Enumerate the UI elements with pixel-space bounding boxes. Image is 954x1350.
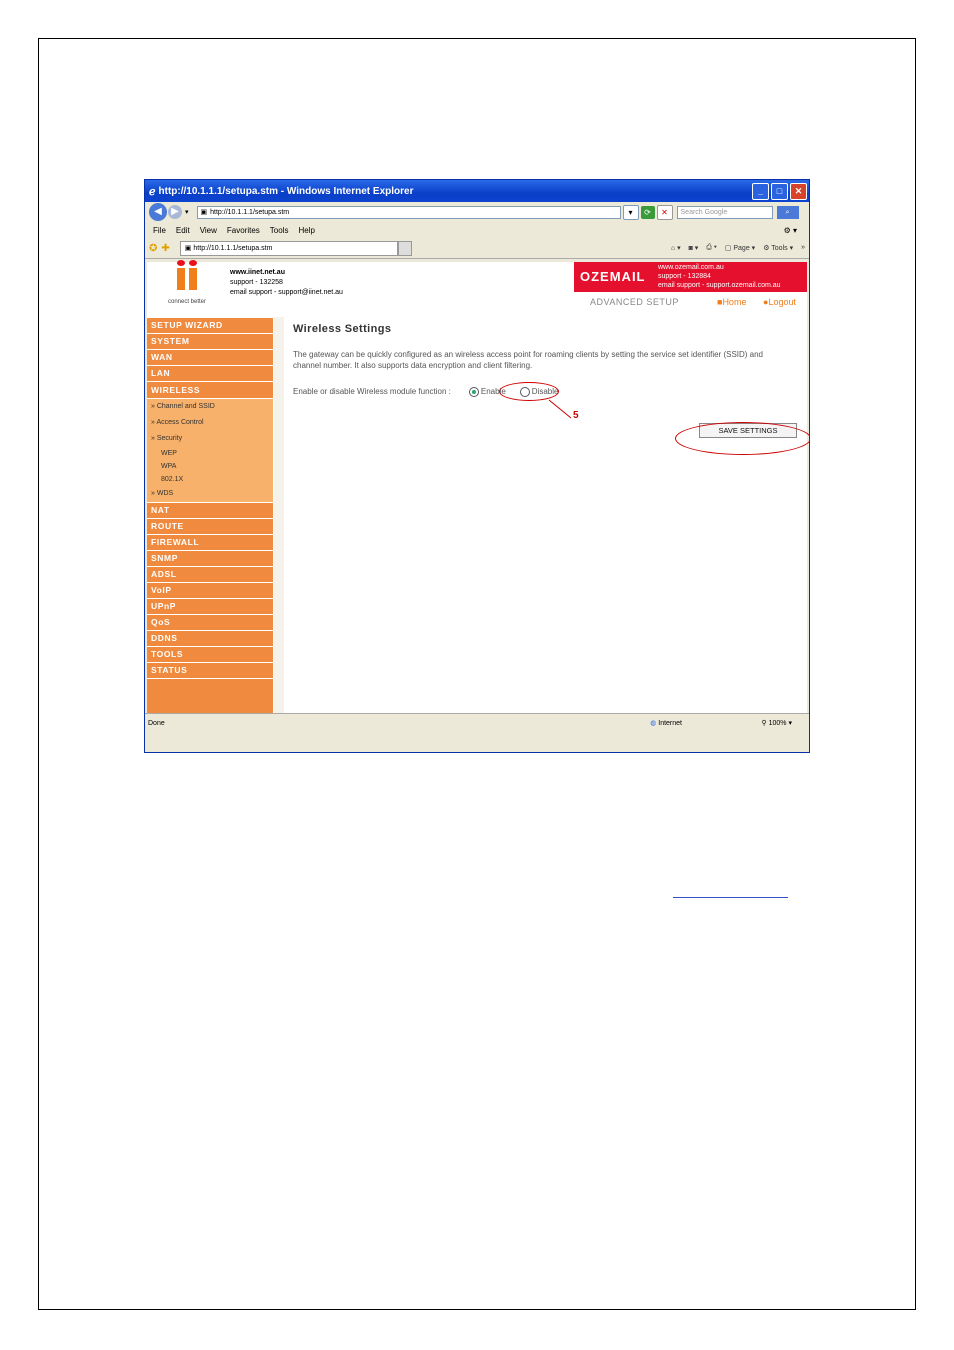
sidebar-item-access-control[interactable]: » Access Control (147, 415, 273, 431)
sidebar-item-status[interactable]: STATUS (147, 663, 273, 679)
ozemail-brand: OZEMAIL (580, 269, 646, 284)
ozemail-info: www.ozemail.com.au support - 132884 email support - support.ozemail.com.au (658, 264, 781, 289)
address-bar-row (145, 202, 809, 222)
page-menu[interactable]: ▢ Page ▾ (724, 245, 756, 252)
enable-radio[interactable] (469, 387, 479, 397)
sidebar-item-adsl[interactable]: ADSL (147, 567, 273, 583)
forward-button[interactable]: ▶ (168, 205, 182, 219)
internet-zone: ◍ Internet (650, 720, 682, 727)
logo-tagline: connect better (167, 299, 207, 305)
step-number: 5 (573, 410, 579, 421)
back-button[interactable]: ◀ (149, 203, 167, 221)
ie-icon: ℯ (149, 185, 156, 198)
menu-favorites[interactable]: Favorites (226, 225, 260, 235)
favorites-star-icon[interactable]: ✪ (149, 242, 158, 254)
feeds-icon[interactable]: ◙ ▾ (688, 245, 699, 252)
blue-underline-rule (673, 897, 788, 898)
sidebar-item-lan[interactable]: LAN (147, 366, 273, 382)
translate-icon[interactable]: ⚙ ▾ (783, 225, 797, 235)
sidebar-item-channel-ssid[interactable]: » Channel and SSID (147, 399, 273, 415)
sidebar-item-setup-wizard[interactable]: SETUP WIZARD (147, 317, 273, 334)
page-title: Wireless Settings (293, 323, 392, 335)
ozemail-banner (574, 262, 807, 292)
sidebar-item-upnp[interactable]: UPnP (147, 599, 273, 615)
home-icon[interactable]: ⌂ ▾ (670, 245, 681, 252)
menu-tools[interactable]: Tools (269, 225, 289, 235)
zoom-control[interactable]: ⚲ 100% ▾ (761, 720, 792, 727)
stop-icon[interactable]: ✕ (657, 205, 673, 220)
address-input[interactable]: ▣ http://10.1.1.1/setupa.stm (197, 206, 621, 219)
status-bar (145, 713, 810, 732)
logo-i-right (189, 268, 197, 290)
add-favorites-icon[interactable]: ✚ (161, 242, 170, 254)
sidebar-item-firewall[interactable]: FIREWALL (147, 535, 273, 551)
globe-icon: ◍ (650, 720, 657, 727)
contact-info (230, 268, 343, 298)
router-header (147, 262, 807, 320)
sidebar-item-voip[interactable]: VoIP (147, 583, 273, 599)
tools-menu[interactable]: ⚙ Tools ▾ (763, 245, 794, 252)
menu-bar (145, 222, 809, 238)
sidebar-item-wan[interactable]: WAN (147, 350, 273, 366)
contact-email: email support - support@iinet.net.au (230, 289, 343, 296)
sidebar (147, 317, 273, 732)
browser-window (144, 179, 810, 753)
disable-option[interactable]: Disable (520, 386, 559, 396)
page-description: The gateway can be quickly configured as an wireless access point for roaming clients by setting the service set identifier (SSID) and channel number. It also supports data encryption and client filtering. (293, 350, 764, 370)
sidebar-item-8021x[interactable]: 802.1X (147, 473, 273, 486)
sidebar-item-qos[interactable]: QoS (147, 615, 273, 631)
menu-file[interactable]: File (153, 225, 166, 235)
contact-web: www.iinet.net.au (230, 269, 285, 276)
sidebar-item-wep[interactable]: WEP (147, 447, 273, 460)
save-highlight-ellipse (675, 422, 810, 455)
sidebar-scrollbar[interactable] (274, 317, 284, 732)
sidebar-item-wds[interactable]: » WDS (147, 486, 273, 503)
history-dropdown-icon[interactable]: ▾ (185, 209, 189, 216)
search-input[interactable]: Search Google (677, 206, 773, 219)
menu-edit[interactable]: Edit (175, 225, 190, 235)
enable-option[interactable]: Enable (469, 386, 506, 396)
logout-dot-icon: ● (763, 297, 769, 307)
new-tab-button[interactable] (398, 241, 412, 256)
contact-support: support - 132258 (230, 279, 283, 286)
page-content (147, 262, 807, 732)
logout-link[interactable]: ●Logout (763, 297, 796, 307)
logo-i-left (177, 268, 185, 290)
overflow-icon[interactable]: » (801, 244, 805, 251)
page-icon: ▣ (200, 209, 208, 216)
menu-view[interactable]: View (199, 225, 217, 235)
address-dropdown-icon[interactable]: ▾ (623, 205, 639, 220)
sidebar-item-wpa[interactable]: WPA (147, 460, 273, 473)
iinet-logo (151, 264, 223, 310)
print-icon[interactable]: ⎙ ▾ (706, 244, 717, 251)
maximize-button[interactable]: □ (771, 183, 788, 200)
save-settings-button[interactable]: SAVE SETTINGS (699, 423, 797, 438)
tab-current[interactable]: ▣ http://10.1.1.1/setupa.stm (180, 241, 398, 256)
sidebar-item-wireless[interactable]: WIRELESS (147, 382, 273, 399)
sidebar-item-snmp[interactable]: SNMP (147, 551, 273, 567)
home-link[interactable]: ■Home (717, 297, 747, 307)
sidebar-item-route[interactable]: ROUTE (147, 519, 273, 535)
sidebar-item-tools[interactable]: TOOLS (147, 647, 273, 663)
close-button[interactable]: ✕ (790, 183, 807, 200)
advanced-setup-label: ADVANCED SETUP (590, 297, 679, 307)
refresh-icon[interactable]: ⟳ (641, 206, 655, 219)
title-bar (145, 180, 809, 202)
status-text: Done (148, 719, 165, 727)
minimize-button[interactable]: _ (752, 183, 769, 200)
sidebar-item-nat[interactable]: NAT (147, 503, 273, 519)
search-icon[interactable]: ⌕ (777, 206, 799, 219)
home-square-icon: ■ (717, 297, 723, 307)
zoom-icon: ⚲ (761, 720, 767, 727)
sidebar-item-security[interactable]: » Security (147, 431, 273, 447)
sidebar-item-ddns[interactable]: DDNS (147, 631, 273, 647)
wireless-toggle-label: Enable or disable Wireless module function : (293, 386, 451, 396)
sidebar-item-system[interactable]: SYSTEM (147, 334, 273, 350)
favorites-bar (145, 238, 809, 259)
tab-page-icon: ▣ (184, 245, 192, 252)
window-title: http://10.1.1.1/setupa.stm - Windows Internet Explorer (158, 185, 414, 197)
menu-help[interactable]: Help (298, 225, 315, 235)
